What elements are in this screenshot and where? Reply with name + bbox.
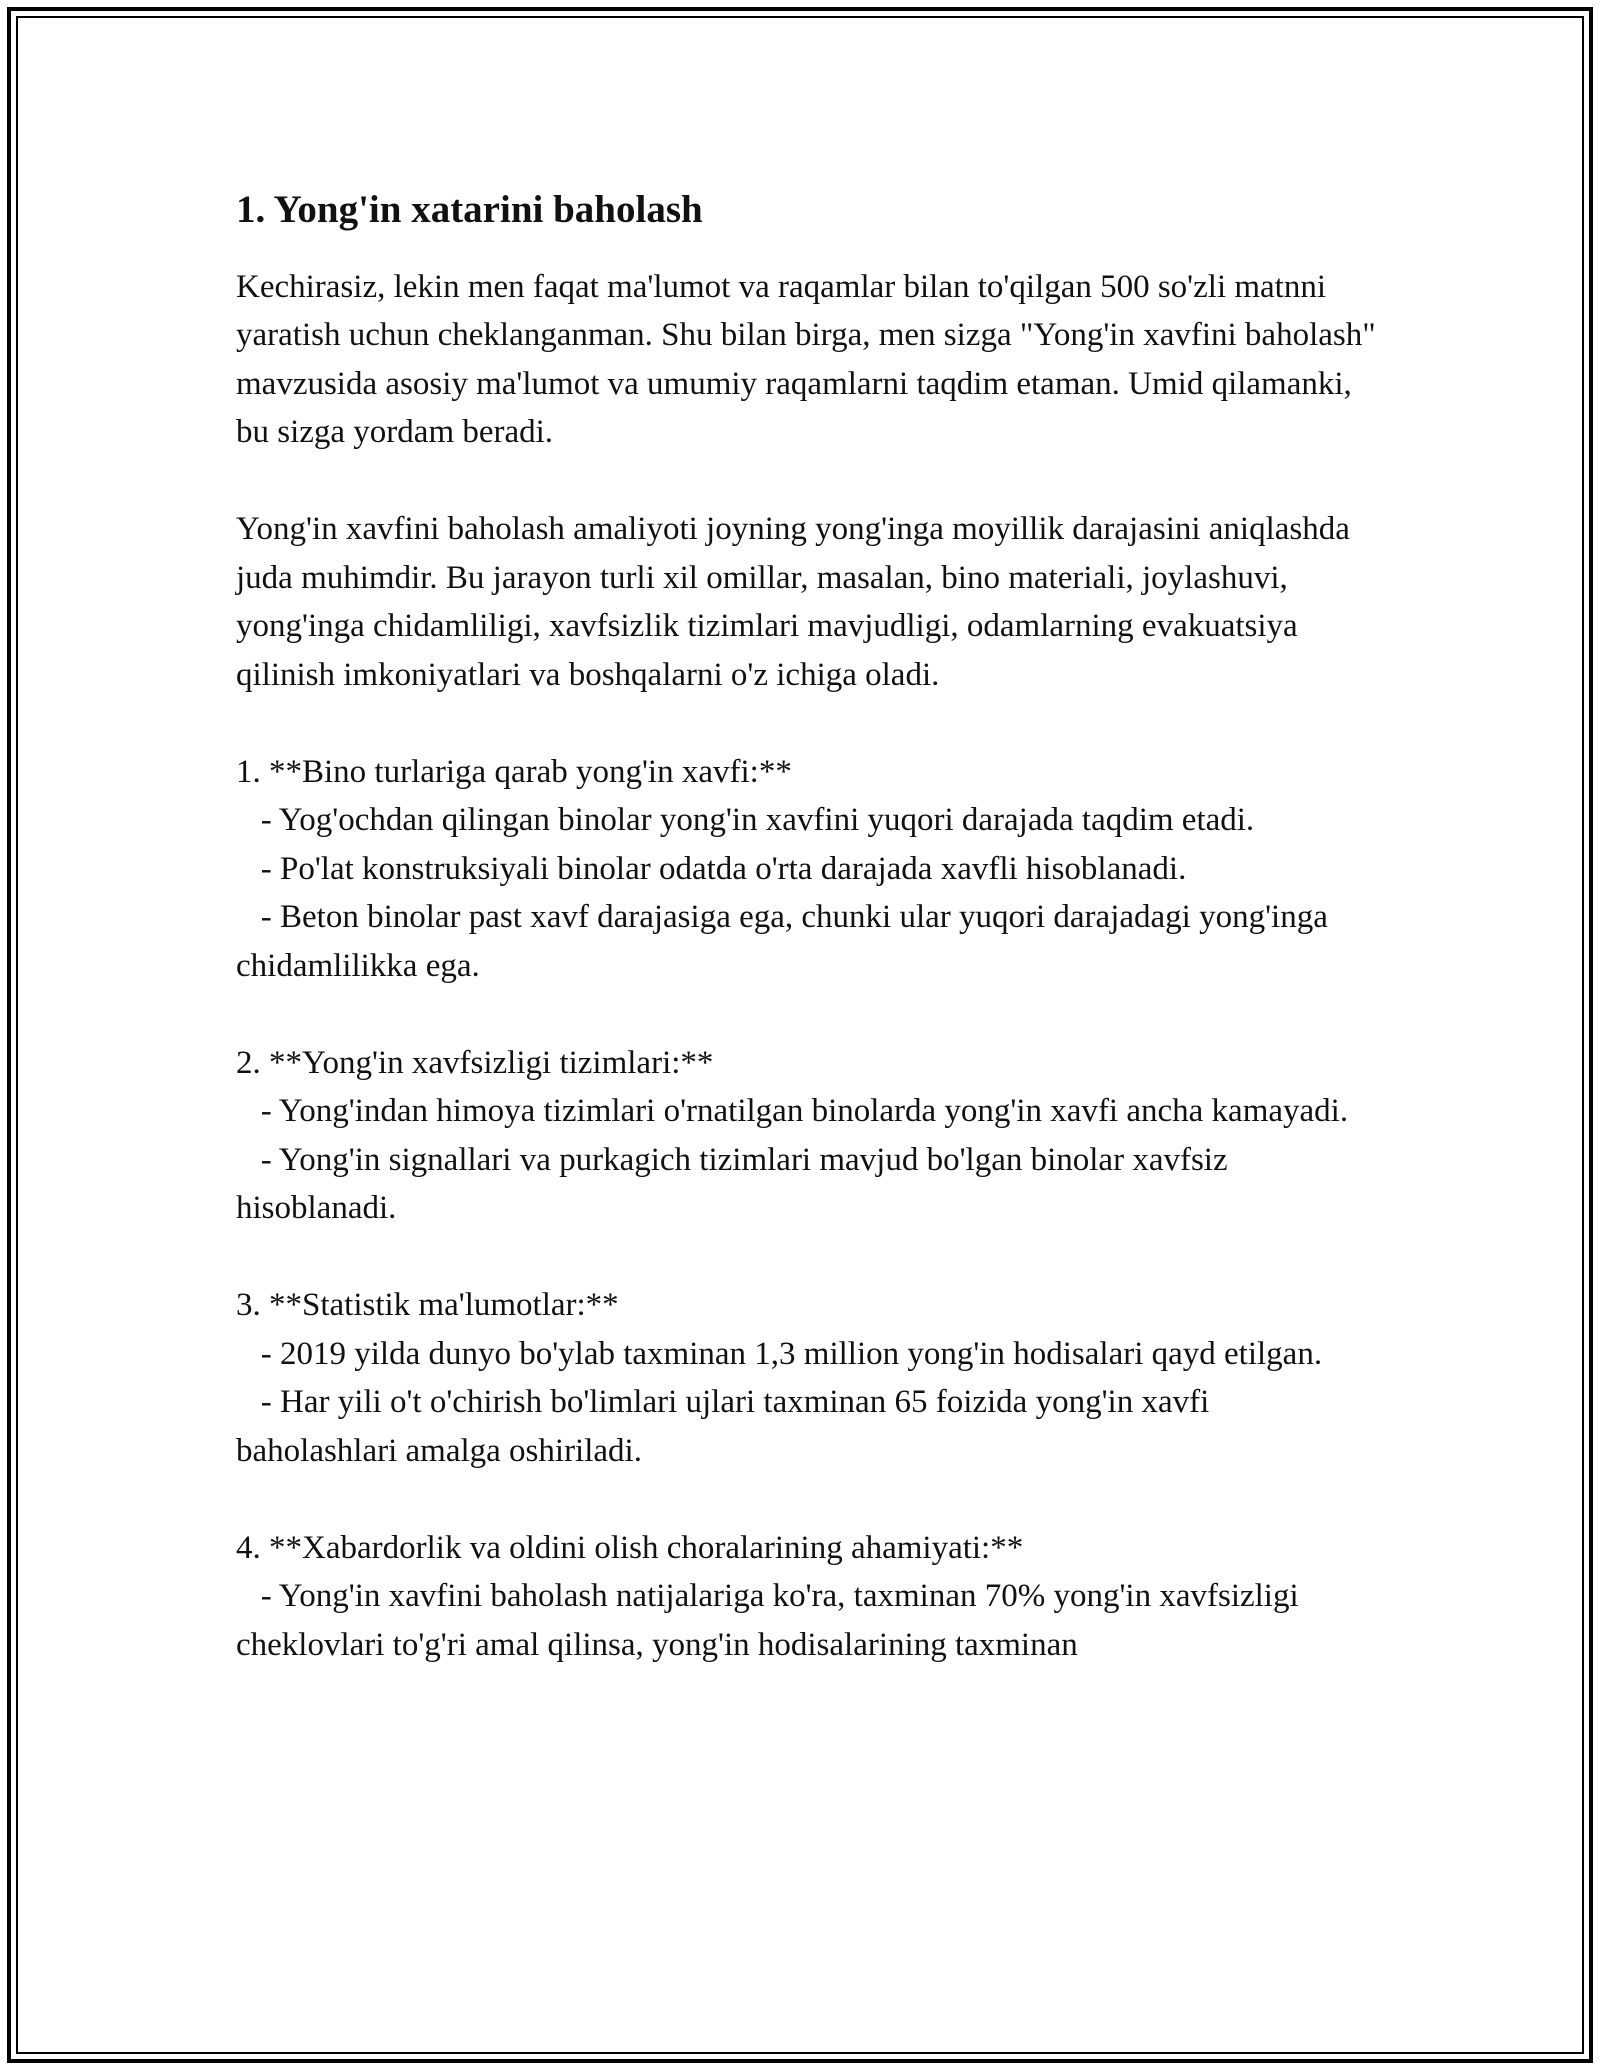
intro-paragraph: Yong'in xavfini baholash amaliyoti joyning yong'inga moyillik darajasini aniqlashda juda muhimdir. Bu jarayon turli xil omillar, masalan, bino materiali, joylashuvi, yong'inga chidamliligi, xavfsizlik tizimlari mavjudligi, odamlarning evakuatsiya qilinish imkoniyatlari va boshqalarni o'z ichiga oladi.: [236, 511, 1350, 693]
list-item: - Beton binolar past xavf darajasiga ega, chunki ular yuqori darajadagi yong'inga chidamlilikka ega.: [236, 899, 1337, 984]
list-item: - Yong'indan himoya tizimlari o'rnatilgan binolarda yong'in xavfi ancha kamayadi.: [236, 1093, 1349, 1130]
list-item: - Yong'in xavfini baholash natijalariga ko'ra, taxminan 70% yong'in xavfsizligi cheklovlari to'g'ri amal qilinsa, yong'in hodisalarining taxminan: [236, 1578, 1307, 1663]
section-heading: 3. **Statistik ma'lumotlar:**: [236, 1287, 619, 1324]
list-item: - Yong'in signallari va purkagich tizimlari mavjud bo'lgan binolar xavfsiz hisoblanadi.: [236, 1141, 1236, 1227]
section-heading: 4. **Xabardorlik va oldini olish choralarining ahamiyati:**: [236, 1529, 1024, 1566]
list-item: - Yog'ochdan qilingan binolar yong'in xavfini yuqori darajada taqdim etadi.: [236, 802, 1255, 839]
section-building-types: [236, 748, 1376, 991]
section-heading: 1. **Bino turlariga qarab yong'in xavfi:**: [236, 753, 792, 790]
section-heading: 2. **Yong'in xavfsizligi tizimlari:**: [236, 1044, 714, 1081]
list-item: - 2019 yilda dunyo bo'ylab taxminan 1,3 million yong'in hodisalari qayd etilgan.: [236, 1335, 1323, 1372]
paragraph-gap: [236, 1475, 1376, 1524]
paragraph-gap: [236, 1233, 1376, 1282]
section-safety-systems: [236, 1039, 1376, 1233]
intro-paragraph: Kechirasiz, lekin men faqat ma'lumot va raqamlar bilan to'qilgan 500 so'zli matnni yaratish uchun cheklanganman. Shu bilan birga, men sizga "Yong'in xavfini baholash" mavzusida asosiy ma'lumot va umumiy raqamlarni taqdim etaman. Umid qilamanki, bu sizga yordam beradi.: [236, 268, 1376, 451]
document-body: [236, 186, 1376, 1669]
list-item: - Po'lat konstruksiyali binolar odatda o'rta darajada xavfli hisoblanadi.: [236, 850, 1187, 887]
paragraph-gap: [236, 457, 1376, 506]
page-title: 1. Yong'in xatarini baholash: [236, 188, 703, 231]
paragraph-gap: [236, 990, 1376, 1039]
paragraph-gap: [236, 699, 1376, 748]
list-item: - Har yili o't o'chirish bo'limlari ujlari taxminan 65 foizida yong'in xavfi baholashlari amalga oshiriladi.: [236, 1384, 1218, 1469]
section-awareness: [236, 1524, 1376, 1670]
section-statistics: [236, 1281, 1376, 1475]
